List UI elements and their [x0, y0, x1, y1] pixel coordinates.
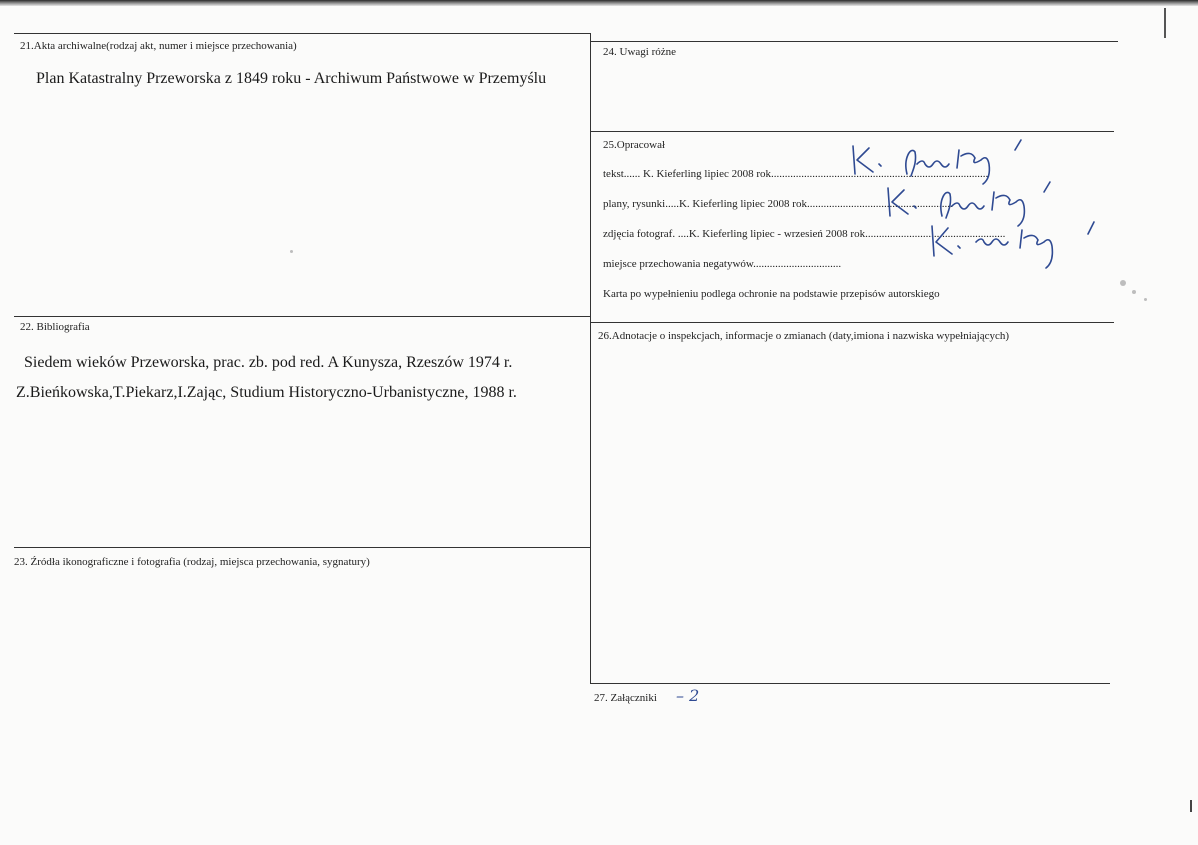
divider — [14, 316, 590, 317]
opracowal-zdjecia-text: zdjęcia fotograf. ....K. Kieferling lipiec - wrzesień 2008 rok — [603, 228, 866, 240]
scan-edge-mark — [1190, 800, 1192, 812]
bibliografia-entry: Z.Bieńkowska,T.Piekarz,I.Zając, Studium Historyczno-Urbanistyczne, 1988 r. — [16, 384, 517, 401]
scan-edge-mark — [1164, 8, 1166, 38]
zrodla-label: 23. Źródła ikonograficzne i fotografia (rodzaj, miejsca przechowania, sygnatury) — [14, 556, 370, 568]
opracowal-label: 25.Opracował — [603, 139, 666, 151]
scan-speck — [1120, 280, 1126, 286]
divider — [590, 683, 1110, 684]
zalaczniki-handwritten-value: – 2 — [676, 686, 700, 705]
bibliografia-label: 22. Bibliografia — [20, 321, 90, 333]
zalaczniki-label: 27. Załączniki — [594, 692, 657, 704]
opracowal-plany-text: plany, rysunki.....K. Kieferling lipiec 2008 rok — [603, 198, 807, 210]
scan-speck — [1144, 298, 1147, 301]
dotted-fill: ..................................................... — [806, 198, 953, 210]
signature-1 — [845, 138, 1045, 182]
adnotacje-label: 26.Adnotacje o inspekcjach, informacje o zmianach (daty,imiona i nazwiska wypełniających) — [598, 330, 1010, 342]
scan-speck — [290, 250, 293, 253]
divider — [590, 322, 1114, 323]
divider — [590, 131, 1114, 132]
scan-speck — [1132, 290, 1136, 294]
bibliografia-entry: Siedem wieków Przeworska, prac. zb. pod red. A Kunysza, Rzeszów 1974 r. — [24, 354, 513, 371]
divider — [14, 33, 590, 34]
akta-label: 21.Akta archiwalne(rodzaj akt, numer i miejsce przechowania) — [20, 40, 297, 52]
uwagi-label: 24. Uwagi różne — [603, 46, 677, 58]
opracowal-negatywy: miejsce przechowania negatywów................................ — [603, 258, 842, 270]
opracowal-tekst-text: tekst...... K. Kieferling lipiec 2008 rok — [603, 168, 772, 180]
dotted-fill: ............................................................................... — [771, 168, 989, 180]
scan-top-edge — [0, 0, 1198, 6]
copyright-note: Karta po wypełnieniu podlega ochronie na podstawie przepisów autorskiego — [603, 288, 940, 300]
divider — [590, 41, 1118, 42]
signature-3 — [924, 218, 1114, 268]
akta-entry: Plan Katastralny Przeworska z 1849 roku - Archiwum Państwowe w Przemyślu — [36, 70, 547, 87]
divider — [14, 547, 590, 548]
dotted-fill: ................................................... — [865, 228, 1006, 240]
